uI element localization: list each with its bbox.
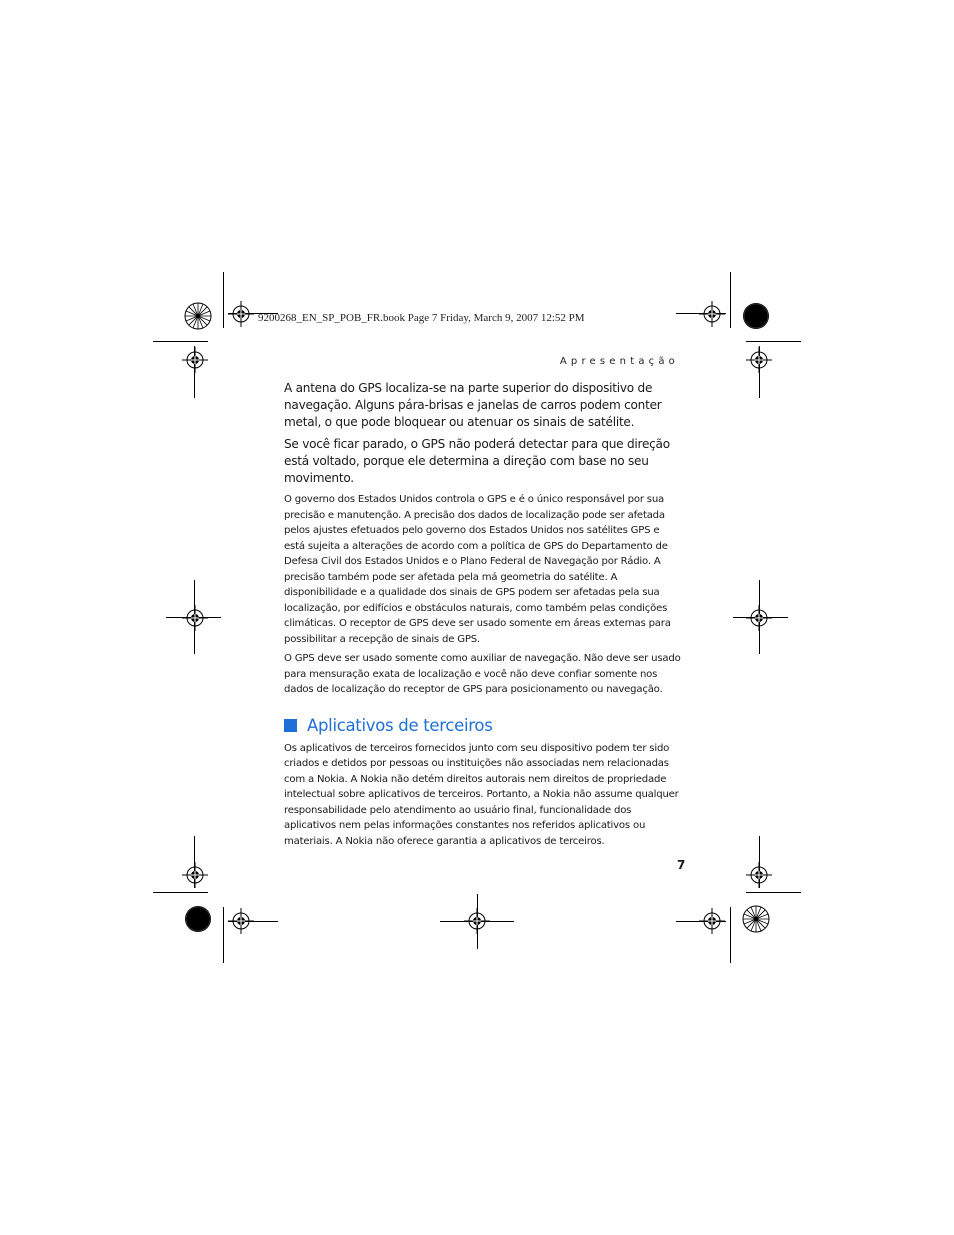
color-wheel-icon bbox=[742, 905, 770, 933]
crop-line bbox=[223, 272, 224, 328]
paragraph-gps-aid: O GPS deve ser usado somente como auxiliar de navegação. Não deve ser usado para mensuração exata de localização e você não deve confiar somente nos dados de localização do receptor de GPS para posicionamento ou navegação. bbox=[284, 653, 681, 695]
registration-mark-icon bbox=[746, 862, 772, 888]
crop-line bbox=[153, 341, 208, 342]
color-wheel-icon bbox=[184, 302, 212, 330]
book-info-line: 9200268_EN_SP_POB_FR.book Page 7 Friday, March 9, 2007 12:52 PM bbox=[258, 312, 585, 324]
page-content bbox=[284, 380, 682, 853]
paragraph-gps-stationary: Se você ficar parado, o GPS não poderá detectar para que direção está voltado, porque ele determina a direção com base no seu movimento. bbox=[284, 437, 670, 485]
registration-mark-icon bbox=[746, 605, 772, 631]
crop-line bbox=[746, 341, 801, 342]
registration-mark-icon bbox=[228, 301, 254, 327]
registration-mark-icon bbox=[182, 862, 208, 888]
crop-line bbox=[153, 892, 208, 893]
solid-disc-icon bbox=[742, 302, 770, 330]
paragraph-third-party: Os aplicativos de terceiros fornecidos junto com seu dispositivo podem ter sido criados e detidos por pessoas ou instituições não associadas nem relacionadas com a Nokia. A Nokia não detém direitos autorais nem direitos de propriedade intelectual sobre aplicativos de terceiros. Portanto, a Nokia não assume qualquer responsabilidade pelo atendimento ao usuário final, funcionalidade dos aplicativos nem pelas informações constantes nos referidos aplicativos ou materiais. A Nokia não oferece garantia a aplicativos de terceiros. bbox=[284, 742, 679, 847]
page-number: 7 bbox=[677, 858, 686, 872]
registration-mark-icon bbox=[182, 605, 208, 631]
registration-mark-icon bbox=[699, 908, 725, 934]
running-head: Apresentação bbox=[559, 356, 679, 367]
solid-disc-icon bbox=[184, 905, 212, 933]
crop-line bbox=[746, 892, 801, 893]
paragraph-gps-government: O governo dos Estados Unidos controla o GPS e é o único responsável por sua precisão e manutenção. A precisão dos dados de localização pode ser afetada pelos ajustes efetuados pelo governo dos Estados Unidos nos satélites GPS e está sujeita a alterações de acordo com a política de GPS do Departamento de Defesa Civil dos Estados Unidos e o Plano Federal de Navegação por Rádio. A precisão também pode ser afetada pela má geometria do satélite. A disponibilidade e a qualidade dos sinais de GPS podem ser afetadas pela sua localização, por edifícios e obstáculos naturais, como também pelas condições climáticas. O receptor de GPS deve ser usado somente em áreas externas para possibilitar a recepção de sinais de GPS. bbox=[284, 494, 671, 645]
crop-line bbox=[730, 907, 731, 963]
registration-mark-icon bbox=[699, 301, 725, 327]
registration-mark-icon bbox=[746, 347, 772, 373]
registration-mark-icon bbox=[228, 908, 254, 934]
registration-mark-icon bbox=[464, 908, 490, 934]
section-square-icon bbox=[284, 719, 297, 732]
section-heading bbox=[284, 716, 682, 735]
registration-mark-icon bbox=[182, 347, 208, 373]
crop-line bbox=[223, 907, 224, 963]
paragraph-gps-antenna: A antena do GPS localiza-se na parte superior do dispositivo de navegação. Alguns pára-brisas e janelas de carros podem conter metal, o que pode bloquear ou atenuar os sinais de satélite. bbox=[284, 381, 662, 429]
section-title: Aplicativos de terceiros bbox=[307, 715, 493, 735]
crop-line bbox=[730, 272, 731, 328]
